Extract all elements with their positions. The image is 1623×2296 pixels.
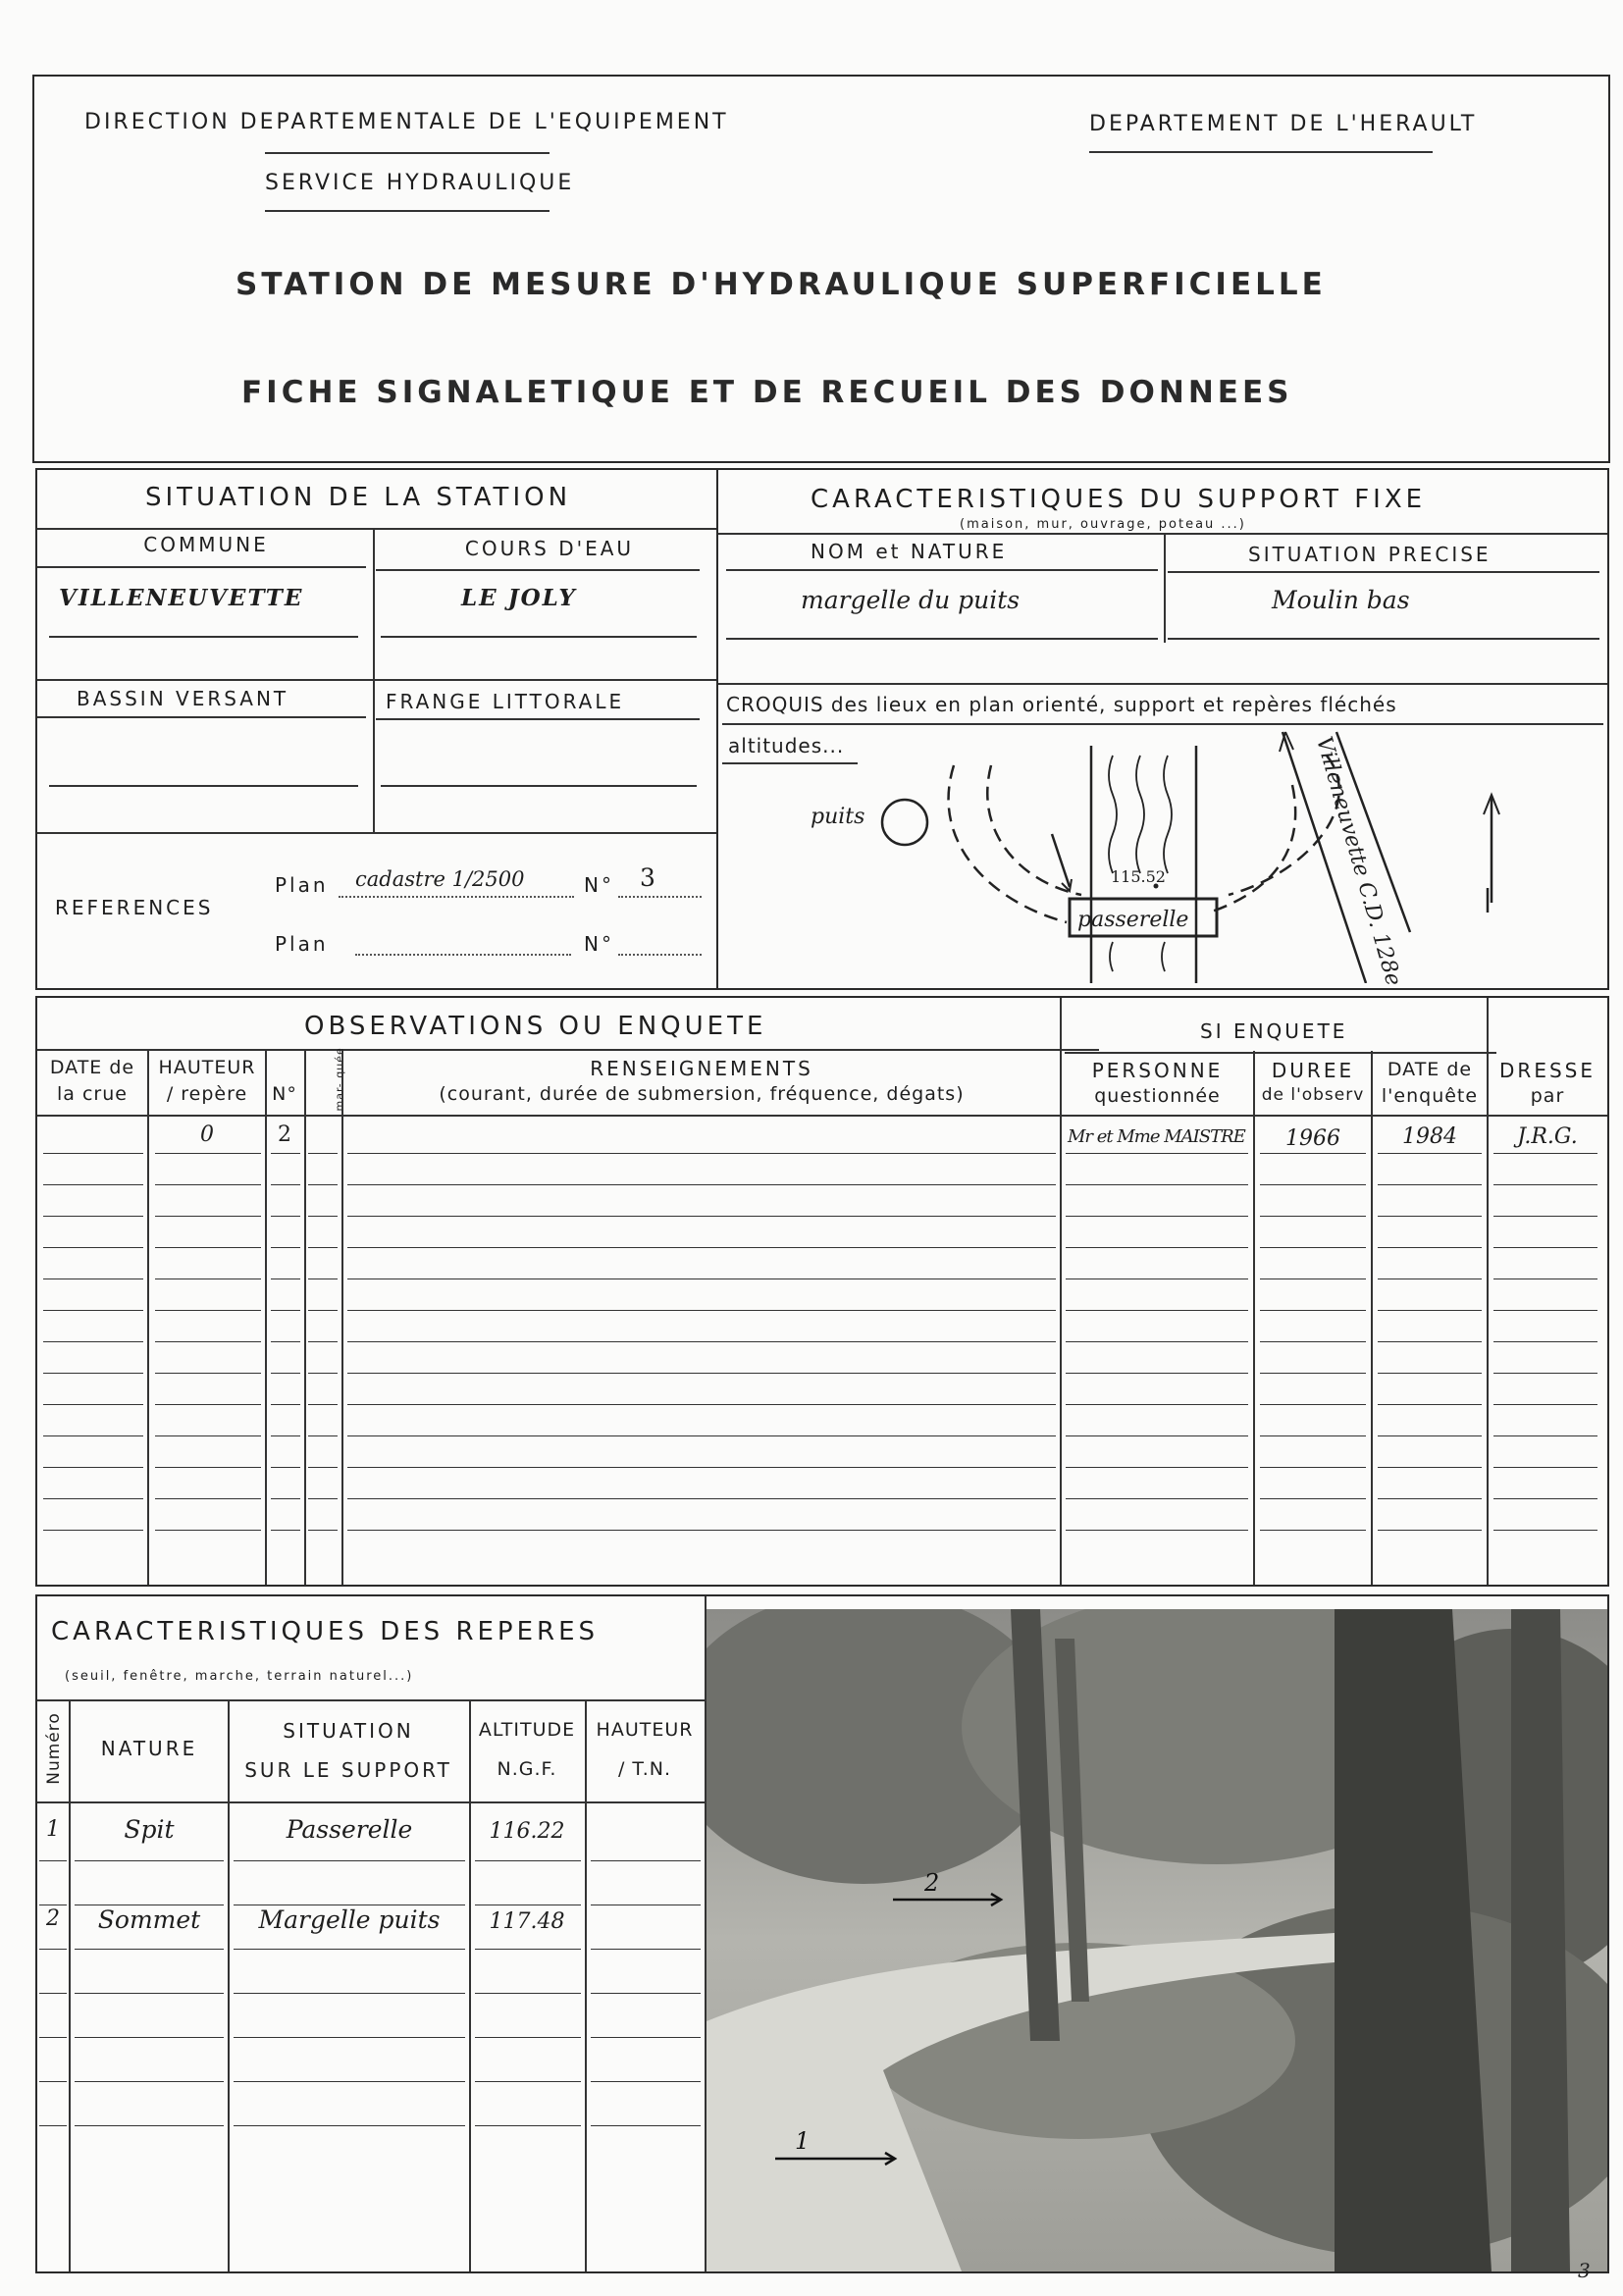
- observations-heading: OBSERVATIONS OU ENQUETE: [304, 1012, 767, 1041]
- obs-row-date-enq: 1984: [1402, 1124, 1457, 1149]
- table-row-rule: [308, 1530, 338, 1531]
- table-row-rule: [234, 2081, 465, 2082]
- divider: [37, 832, 716, 834]
- table-row-rule: [43, 1310, 143, 1311]
- table-row-rule: [75, 2081, 224, 2082]
- divider: [618, 954, 702, 956]
- table-row-rule: [1260, 1184, 1366, 1185]
- table-row-rule: [271, 1216, 300, 1217]
- divider: [69, 1699, 71, 2271]
- obs-row-dresse: J.R.G.: [1517, 1124, 1578, 1149]
- divider: [228, 1699, 230, 2271]
- table-row-rule: [271, 1184, 300, 1185]
- divider: [381, 785, 697, 787]
- divider: [1065, 1052, 1496, 1054]
- table-row-rule: [1493, 1310, 1597, 1311]
- table-row-rule: [1066, 1184, 1248, 1185]
- divider: [37, 679, 716, 681]
- repere-2-num: 2: [46, 1906, 60, 1931]
- table-row-rule: [75, 2037, 224, 2038]
- cours-label: COURS D'EAU: [464, 537, 635, 560]
- table-row-rule: [271, 1435, 300, 1436]
- table-row-rule: [475, 2081, 581, 2082]
- table-row-rule: [75, 1993, 224, 1994]
- col-rens-2: (courant, durée de submersion, fréquence, dégats): [439, 1083, 965, 1105]
- service-name: SERVICE HYDRAULIQUE: [265, 171, 575, 195]
- obs-row-duree: 1966: [1285, 1126, 1340, 1151]
- table-row-rule: [1066, 1373, 1248, 1374]
- table-row-rule: [591, 2125, 701, 2126]
- photo-marker-2: 2: [924, 1869, 940, 1897]
- table-row-rule: [234, 2125, 465, 2126]
- col-date-enq-2: l'enquête: [1381, 1085, 1479, 1107]
- table-row-rule: [1066, 1467, 1248, 1468]
- table-row-rule: [475, 1949, 581, 1950]
- table-row-rule: [347, 1404, 1056, 1405]
- table-row-rule: [1066, 1404, 1248, 1405]
- table-row-rule: [43, 1404, 143, 1405]
- support-subheading: (maison, mur, ouvrage, poteau ...): [960, 517, 1246, 532]
- table-row-rule: [234, 2037, 465, 2038]
- table-row-rule: [155, 1247, 261, 1248]
- repere-2-nature: Sommet: [97, 1905, 201, 1934]
- table-row-rule: [1066, 1216, 1248, 1217]
- table-row-rule: [271, 1278, 300, 1279]
- plan1-value: cadastre 1/2500: [355, 867, 525, 891]
- col-altitude-2: N.G.F.: [497, 1758, 557, 1780]
- plan1-label: Plan: [275, 873, 329, 897]
- col-duree-2: de l'observ: [1261, 1085, 1365, 1105]
- table-row-rule: [308, 1278, 338, 1279]
- table-row-rule: [1378, 1404, 1482, 1405]
- sketch-road-label: Villeneuvette C.D. 128e: [1310, 734, 1406, 989]
- site-photo: [707, 1609, 1607, 2271]
- table-row-rule: [43, 1341, 143, 1342]
- plan2-no-label: N°: [584, 932, 614, 956]
- table-row-rule: [1066, 1247, 1248, 1248]
- table-row-rule: [1378, 1310, 1482, 1311]
- table-row-rule: [155, 1216, 261, 1217]
- table-row-rule: [591, 2081, 701, 2082]
- table-row-rule: [1378, 1278, 1482, 1279]
- water-line: [1136, 756, 1144, 873]
- table-row-rule: [234, 1993, 465, 1994]
- table-row-rule: [475, 2125, 581, 2126]
- repere-2-situation: Margelle puits: [258, 1905, 441, 1934]
- divider: [49, 785, 358, 787]
- repere-1-nature: Spit: [124, 1815, 175, 1844]
- table-row-rule: [347, 1153, 1056, 1154]
- divider: [339, 896, 574, 898]
- table-row-rule: [1493, 1435, 1597, 1436]
- commune-value: VILLENEUVETTE: [59, 585, 304, 611]
- col-numero: Numéro: [43, 1712, 64, 1785]
- table-row-rule: [271, 1310, 300, 1311]
- table-row-rule: [347, 1498, 1056, 1499]
- table-row-rule: [308, 1216, 338, 1217]
- water-line: [1164, 756, 1172, 873]
- table-row-rule: [1378, 1435, 1482, 1436]
- table-row-rule: [271, 1373, 300, 1374]
- table-row-rule: [43, 1373, 143, 1374]
- divider: [381, 636, 697, 638]
- table-row-rule: [1260, 1310, 1366, 1311]
- divider: [618, 896, 702, 898]
- table-row-rule: [1260, 1216, 1366, 1217]
- table-row-rule: [1378, 1247, 1482, 1248]
- road-inner-left: [987, 765, 1081, 895]
- table-row-rule: [308, 1153, 338, 1154]
- croquis-label: CROQUIS des lieux en plan orienté, support et repères fléchés: [726, 693, 1397, 716]
- table-row-rule: [308, 1435, 338, 1436]
- table-row-rule: [1378, 1153, 1482, 1154]
- table-row-rule: [1066, 1435, 1248, 1436]
- repere-2-altitude: 117.48: [489, 1909, 565, 1934]
- divider: [1168, 638, 1599, 640]
- divider: [718, 533, 1607, 535]
- table-row-rule: [39, 1860, 67, 1861]
- divider: [726, 638, 1158, 640]
- table-row-rule: [347, 1435, 1056, 1436]
- col-date-2: la crue: [57, 1083, 128, 1105]
- table-row-rule: [1493, 1404, 1597, 1405]
- table-row-rule: [155, 1530, 261, 1531]
- table-row-rule: [271, 1467, 300, 1468]
- photo-marker-1: 1: [795, 2127, 811, 2155]
- table-row-rule: [591, 1993, 701, 1994]
- table-row-rule: [1378, 1530, 1482, 1531]
- divider: [1164, 533, 1166, 643]
- table-row-rule: [347, 1310, 1056, 1311]
- table-row-rule: [1378, 1498, 1482, 1499]
- table-row-rule: [1260, 1498, 1366, 1499]
- table-row-rule: [591, 2037, 701, 2038]
- table-row-rule: [155, 1278, 261, 1279]
- title-line-1: STATION DE MESURE D'HYDRAULIQUE SUPERFICIELLE: [236, 267, 1327, 302]
- table-row-rule: [155, 1310, 261, 1311]
- table-row-rule: [1493, 1247, 1597, 1248]
- divider: [376, 569, 700, 571]
- table-row-rule: [155, 1184, 261, 1185]
- table-row-rule: [1378, 1373, 1482, 1374]
- obs-row-no: 2: [278, 1122, 291, 1147]
- situation-value: Moulin bas: [1272, 586, 1410, 614]
- table-row-rule: [475, 1860, 581, 1861]
- commune-label: COMMUNE: [143, 533, 269, 556]
- table-row-rule: [43, 1278, 143, 1279]
- table-row-rule: [591, 1949, 701, 1950]
- table-row-rule: [475, 1993, 581, 1994]
- table-row-rule: [43, 1530, 143, 1531]
- table-row-rule: [1066, 1341, 1248, 1342]
- nom-label: NOM et NATURE: [811, 540, 1008, 563]
- table-row-rule: [1493, 1216, 1597, 1217]
- table-row-rule: [271, 1247, 300, 1248]
- table-row-rule: [1260, 1341, 1366, 1342]
- table-row-rule: [347, 1341, 1056, 1342]
- road-outer-left: [949, 765, 1067, 922]
- table-row-rule: [234, 1860, 465, 1861]
- table-row-rule: [1260, 1247, 1366, 1248]
- org-underline: [265, 152, 550, 154]
- table-row-rule: [1493, 1373, 1597, 1374]
- table-row-rule: [1378, 1216, 1482, 1217]
- table-row-rule: [155, 1341, 261, 1342]
- table-row-rule: [155, 1153, 261, 1154]
- table-row-rule: [1260, 1373, 1366, 1374]
- table-row-rule: [234, 1949, 465, 1950]
- col-situation-2: SUR LE SUPPORT: [244, 1758, 452, 1782]
- table-row-rule: [1066, 1153, 1248, 1154]
- table-row-rule: [308, 1404, 338, 1405]
- plan1-no-value: 3: [640, 863, 655, 892]
- divider: [718, 683, 1607, 685]
- repere-1-situation: Passerelle: [286, 1815, 413, 1844]
- water-line: [1110, 942, 1113, 971]
- table-row-rule: [43, 1467, 143, 1468]
- table-row-rule: [75, 1949, 224, 1950]
- water-line: [1109, 756, 1117, 873]
- department-name: DEPARTEMENT DE L'HERAULT: [1089, 112, 1478, 136]
- si-enquete-label: SI ENQUETE: [1200, 1019, 1348, 1043]
- col-hauteur-tn-2: / T.N.: [617, 1758, 672, 1780]
- table-row-rule: [308, 1467, 338, 1468]
- table-row-rule: [1493, 1341, 1597, 1342]
- table-row-rule: [1260, 1530, 1366, 1531]
- cours-value: LE JOLY: [461, 585, 577, 611]
- divider: [37, 716, 366, 718]
- table-row-rule: [271, 1404, 300, 1405]
- table-row-rule: [155, 1467, 261, 1468]
- table-row-rule: [308, 1184, 338, 1185]
- table-row-rule: [347, 1216, 1056, 1217]
- altitudes-label: altitudes...: [728, 734, 845, 757]
- table-row-rule: [155, 1435, 261, 1436]
- col-date-enq-1: DATE de: [1387, 1059, 1473, 1080]
- road-outer-right: [1209, 785, 1295, 913]
- table-row-rule: [43, 1153, 143, 1154]
- divider: [376, 718, 700, 720]
- table-row-rule: [39, 2125, 67, 2126]
- situation-precise-label: SITUATION PRECISE: [1248, 543, 1492, 566]
- col-rens-1: RENSEIGNEMENTS: [590, 1057, 813, 1080]
- table-row-rule: [155, 1404, 261, 1405]
- frange-label: FRANGE LITTORALE: [386, 690, 625, 713]
- table-row-rule: [155, 1373, 261, 1374]
- table-row-rule: [347, 1247, 1056, 1248]
- table-row-rule: [1066, 1498, 1248, 1499]
- divider: [304, 1051, 306, 1585]
- table-row-rule: [591, 1860, 701, 1861]
- service-underline: [265, 210, 550, 212]
- col-situation-1: SITUATION: [283, 1719, 414, 1743]
- table-row-rule: [1378, 1341, 1482, 1342]
- references-label: REFERENCES: [55, 896, 214, 919]
- table-row-rule: [1260, 1467, 1366, 1468]
- repere-1-num: 1: [46, 1817, 60, 1842]
- table-row-rule: [1493, 1467, 1597, 1468]
- table-row-rule: [271, 1153, 300, 1154]
- table-row-rule: [347, 1467, 1056, 1468]
- table-row-rule: [1378, 1184, 1482, 1185]
- support-heading: CARACTERISTIQUES DU SUPPORT FIXE: [811, 485, 1427, 514]
- table-row-rule: [39, 1949, 67, 1950]
- table-row-rule: [1066, 1278, 1248, 1279]
- org-name: DIRECTION DEPARTEMENTALE DE L'EQUIPEMENT: [84, 110, 729, 134]
- table-row-rule: [308, 1341, 338, 1342]
- water-line: [1162, 942, 1165, 971]
- divider: [37, 1699, 705, 1701]
- nom-value: margelle du puits: [801, 586, 1021, 614]
- plan1-no-label: N°: [584, 873, 614, 897]
- table-row-rule: [1260, 1153, 1366, 1154]
- col-marque: mar- quée: [333, 1047, 346, 1112]
- obs-row-hauteur: 0: [200, 1122, 214, 1147]
- col-hauteur-1: HAUTEUR: [158, 1057, 256, 1078]
- divider: [37, 1801, 705, 1803]
- table-row-rule: [1260, 1278, 1366, 1279]
- bassin-label: BASSIN VERSANT: [77, 687, 289, 710]
- col-duree-1: DUREE: [1271, 1059, 1355, 1082]
- col-date-1: DATE de: [49, 1057, 135, 1078]
- col-hauteur-2: / repère: [166, 1083, 248, 1105]
- divider: [37, 1049, 1099, 1051]
- table-row-rule: [1493, 1184, 1597, 1185]
- table-row-rule: [1378, 1467, 1482, 1468]
- col-dresse-2: par: [1530, 1085, 1565, 1107]
- situation-heading: SITUATION DE LA STATION: [145, 483, 572, 512]
- repere-arrow: [1052, 834, 1070, 887]
- reperes-heading: CARACTERISTIQUES DES REPERES: [51, 1617, 600, 1646]
- col-personne-1: PERSONNE: [1091, 1059, 1224, 1082]
- page-number: 3: [1578, 2259, 1591, 2282]
- repere-1-altitude: 116.22: [489, 1819, 565, 1844]
- table-row-rule: [1493, 1278, 1597, 1279]
- table-row-rule: [1066, 1530, 1248, 1531]
- col-nature: NATURE: [100, 1737, 198, 1760]
- col-hauteur-tn-1: HAUTEUR: [596, 1719, 694, 1741]
- col-altitude-1: ALTITUDE: [478, 1719, 576, 1741]
- table-row-rule: [75, 2125, 224, 2126]
- table-row-rule: [308, 1498, 338, 1499]
- table-row-rule: [347, 1184, 1056, 1185]
- plan2-label: Plan: [275, 932, 329, 956]
- table-row-rule: [39, 1993, 67, 1994]
- table-row-rule: [347, 1530, 1056, 1531]
- table-row-rule: [43, 1435, 143, 1436]
- photo-tree: [1511, 1609, 1570, 2271]
- table-row-rule: [1260, 1404, 1366, 1405]
- department-underline: [1089, 151, 1433, 153]
- table-row-rule: [75, 1860, 224, 1861]
- col-dresse-1: DRESSE: [1499, 1059, 1596, 1082]
- title-line-2: FICHE SIGNALETIQUE ET DE RECUEIL DES DONNEES: [241, 375, 1293, 410]
- table-row-rule: [308, 1310, 338, 1311]
- divider: [37, 528, 716, 530]
- divider: [355, 954, 571, 956]
- table-row-rule: [1066, 1310, 1248, 1311]
- table-row-rule: [308, 1247, 338, 1248]
- table-row-rule: [271, 1498, 300, 1499]
- table-row-rule: [43, 1247, 143, 1248]
- table-row-rule: [347, 1373, 1056, 1374]
- table-row-rule: [271, 1530, 300, 1531]
- divider: [722, 723, 1603, 725]
- well-symbol: [882, 800, 927, 845]
- table-row-rule: [475, 2037, 581, 2038]
- sketch-puits-label: puits: [811, 805, 865, 829]
- divider: [726, 569, 1158, 571]
- table-row-rule: [1260, 1435, 1366, 1436]
- divider: [1168, 571, 1599, 573]
- table-row-rule: [271, 1341, 300, 1342]
- divider: [37, 566, 366, 568]
- sketch-passerelle-label: passerelle: [1077, 908, 1189, 932]
- table-row-rule: [43, 1216, 143, 1217]
- col-no: N°: [272, 1083, 297, 1105]
- table-row-rule: [1493, 1530, 1597, 1531]
- col-personne-2: questionnée: [1094, 1085, 1221, 1107]
- table-row-rule: [347, 1278, 1056, 1279]
- table-row-rule: [308, 1373, 338, 1374]
- table-row-rule: [155, 1498, 261, 1499]
- table-row-rule: [1493, 1498, 1597, 1499]
- divider: [49, 636, 358, 638]
- divider: [341, 1051, 343, 1585]
- table-row-rule: [39, 2081, 67, 2082]
- table-row-rule: [43, 1498, 143, 1499]
- site-sketch: [718, 726, 1601, 983]
- divider: [469, 1699, 471, 2271]
- table-row-rule: [43, 1184, 143, 1185]
- table-row-rule: [1493, 1153, 1597, 1154]
- sketch-altitude-label: 115.52: [1111, 867, 1166, 886]
- reperes-subheading: (seuil, fenêtre, marche, terrain naturel...): [65, 1669, 414, 1684]
- obs-row-personne: Mr et Mme MAISTRE: [1068, 1126, 1245, 1147]
- table-row-rule: [39, 2037, 67, 2038]
- divider: [585, 1699, 587, 2271]
